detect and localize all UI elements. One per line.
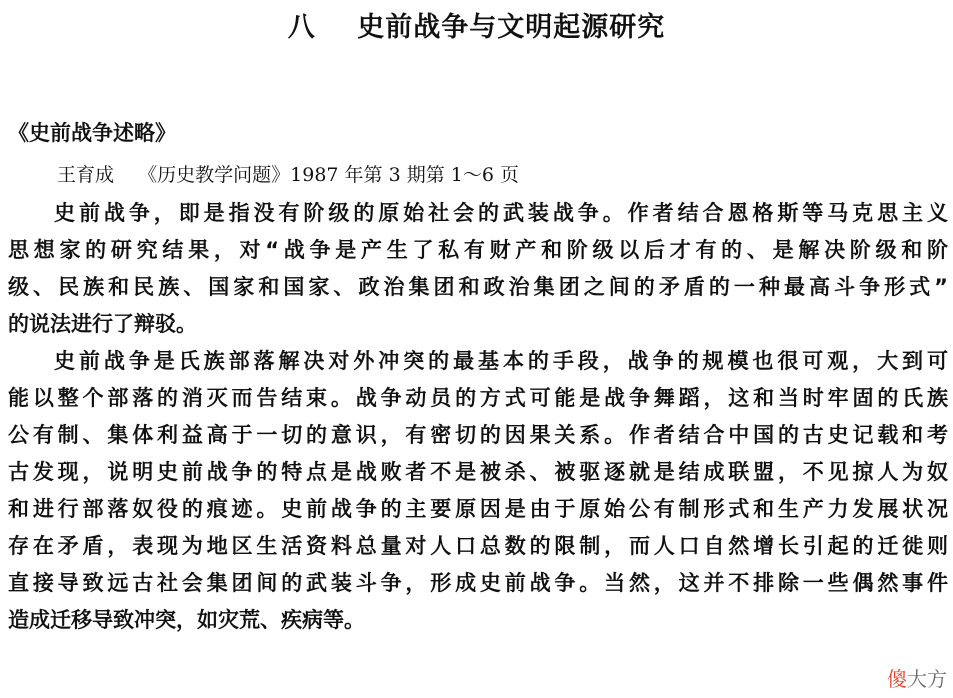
paragraph-line: 古发现，说明史前战争的特点是战败者不是被杀、被驱逐就是结成联盟，不见掠人为奴 (8, 460, 948, 484)
paragraph-line: 级、民族和民族、国家和国家、政治集团和政治集团之间的矛盾的一种最高斗争形式” (8, 275, 948, 299)
paragraph-line: 史前战争，即是指没有阶级的原始社会的武装战争。作者结合恩格斯等马克思主义 (54, 201, 948, 225)
watermark-logo (887, 666, 947, 692)
paragraph-line: 能以整个部落的消灭而告结束。战争动员的方式可能是战争舞蹈，这和当时牢固的氏族 (8, 386, 948, 410)
paragraph-line: 造成迁移导致冲突，如灾荒、疾病等。 (8, 608, 365, 632)
paragraph-line: 史前战争是氏族部落解决对外冲突的最基本的手段，战争的规模也很可观，大到可 (54, 349, 948, 373)
paragraph-line: 存在矛盾，表现为地区生活资料总量对人口总数的限制，而人口自然增长引起的迁徙则 (8, 534, 948, 558)
article-title: 《史前战争述略》 (8, 121, 176, 145)
watermark-part-1: 傻 (887, 667, 907, 691)
chapter-title: 八 史前战争与文明起源研究 (287, 12, 666, 43)
paragraph-line: 思想家的研究结果，对“战争是产生了私有财产和阶级以后才有的、是解决阶级和阶 (8, 238, 948, 262)
paragraph-line: 直接导致远古社会集团间的武装斗争，形成史前战争。当然，这并不排除一些偶然事件 (8, 571, 948, 595)
watermark-part-2: 大方 (907, 667, 947, 691)
paragraph-line: 公有制、集体利益高于一切的意识，有密切的因果关系。作者结合中国的古史记载和考 (8, 423, 948, 447)
article-citation: 王育成 《历史教学问题》1987 年第 3 期第 1～6 页 (57, 164, 519, 186)
paragraph-line: 和进行部落奴役的痕迹。史前战争的主要原因是由于原始公有制形式和生产力发展状况 (8, 497, 948, 521)
paragraph-line: 的说法进行了辩驳。 (8, 312, 197, 336)
